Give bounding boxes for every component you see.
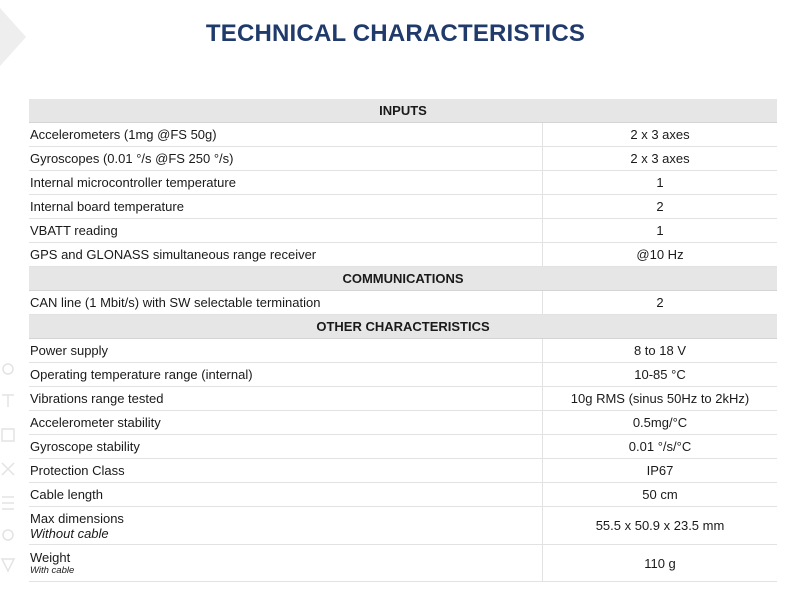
row-value: @10 Hz xyxy=(636,247,684,262)
row-value: 1 xyxy=(656,175,664,190)
row-label: Vibrations range tested xyxy=(29,387,543,410)
row-value: 2 xyxy=(656,199,664,214)
table-row xyxy=(29,147,777,171)
section-header-communications: COMMUNICATIONS xyxy=(29,267,777,291)
table-row xyxy=(29,339,777,363)
row-sublabel: With cable xyxy=(30,565,75,576)
table-row xyxy=(29,243,777,267)
table-row xyxy=(29,363,777,387)
table-row xyxy=(29,219,777,243)
row-value: IP67 xyxy=(646,463,674,478)
table-row xyxy=(29,483,777,507)
table-row xyxy=(29,545,777,582)
table-row xyxy=(29,291,777,315)
row-label: Operating temperature range (internal) xyxy=(29,363,543,386)
row-label: Weight With cable xyxy=(29,545,543,581)
row-value: 0.5mg/°C xyxy=(632,415,688,430)
row-value: 10-85 °C xyxy=(634,367,686,382)
row-value: 0.01 °/s/°C xyxy=(628,439,692,454)
row-label: Protection Class xyxy=(29,459,543,482)
table-row xyxy=(29,507,777,545)
row-label: Accelerometers (1mg @FS 50g) xyxy=(29,123,543,146)
row-label: CAN line (1 Mbit/s) with SW selectable termination xyxy=(29,291,543,314)
table-row xyxy=(29,459,777,483)
row-label: VBATT reading xyxy=(29,219,543,242)
row-label: Internal microcontroller temperature xyxy=(29,171,543,194)
table-row xyxy=(29,387,777,411)
table-row xyxy=(29,435,777,459)
spec-table xyxy=(29,99,777,582)
row-label: Gyroscopes (0.01 °/s @FS 250 °/s) xyxy=(29,147,543,170)
row-label: Max dimensions Without cable xyxy=(29,507,543,544)
row-label: Cable length xyxy=(29,483,543,506)
side-watermark-icon xyxy=(0,355,22,589)
table-row xyxy=(29,411,777,435)
table-row xyxy=(29,123,777,147)
page-title: TECHNICAL CHARACTERISTICS xyxy=(205,20,586,47)
row-value: 50 cm xyxy=(642,487,678,502)
row-label: Gyroscope stability xyxy=(29,435,543,458)
section-header-inputs: INPUTS xyxy=(29,99,777,123)
row-value: 55.5 x 50.9 x 23.5 mm xyxy=(595,518,725,533)
row-value: 10g RMS (sinus 50Hz to 2kHz) xyxy=(570,391,750,406)
table-row xyxy=(29,171,777,195)
row-label: GPS and GLONASS simultaneous range receiver xyxy=(29,243,543,266)
row-value: 8 to 18 V xyxy=(633,343,687,358)
row-label: Internal board temperature xyxy=(29,195,543,218)
section-header-other-characteristics: OTHER CHARACTERISTICS xyxy=(29,315,777,339)
row-value: 2 x 3 axes xyxy=(630,127,690,142)
row-label: Accelerometer stability xyxy=(29,411,543,434)
row-sublabel: Without cable xyxy=(30,525,109,541)
row-value: 1 xyxy=(656,223,664,238)
row-value: 2 xyxy=(656,295,664,310)
row-value: 2 x 3 axes xyxy=(630,151,690,166)
row-label: Power supply xyxy=(29,339,543,362)
row-value: 110 g xyxy=(644,555,676,571)
table-row xyxy=(29,195,777,219)
